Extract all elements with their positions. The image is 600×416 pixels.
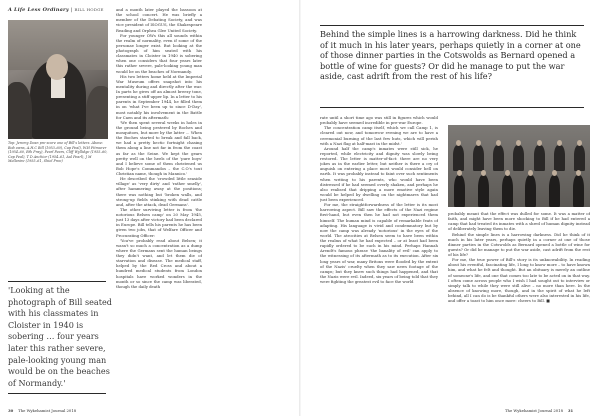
pull-quote-right: Behind the simple lines is a harrowing darkness. Did he think of it much in his later years, perhaps quietly in a corner at one of those dinner parties in the Cotswolds as Bernard opened a bottle of wine for guests? Or did he manage to put the war aside, cast adrift from the rest of his life? xyxy=(320,29,581,81)
footer-right xyxy=(505,408,573,413)
page-gutter xyxy=(299,0,301,416)
pullquote-rule-top-right xyxy=(320,25,584,26)
paragraph: He described the 'crowded little seaside village' as 'very dirty' and 'rather smelly', after hammering away at the positions; there was nothing but 'broken walls, and strong-up fields stinking with dead cattle and, after the attack, dead Germans'. xyxy=(116,176,202,207)
journal-name-left: The Wykehamist Journal 2018 xyxy=(18,408,77,413)
paragraph: The other surviving letter is from 'the notorious Belsen camp' on 20 May 1945, just 13 days after victory had been declared in Europe. Bill tells his parents he has been given two jobs, that of Welfare Officer and Procurating Officer: xyxy=(116,206,202,238)
page-number-left: 30 xyxy=(8,408,14,413)
paragraph: 'You've probably read about Belsen; it wasn't so much a concentration as a dump where the Germans sent the human beings they didn't want, and let them die of starvation and disease. The medical staff, helped by the Red Cross and about a hundred medical students from London hospitals have worked wonders in the month or so since the camp was liberated, though the daily death xyxy=(116,237,202,289)
article-column-1 xyxy=(116,7,202,405)
paragraph: and a month later played the bassoon at the school concert. He was briefly a member of the Debating Society, and was vice president of ISOGUS, the Shakespeare Reading and Orphea Glee United Society. xyxy=(116,7,202,33)
pullquote-rule-bottom-right xyxy=(320,107,584,108)
paragraph: For younger OWs this all sounds within the realm of normality, even if some of the personae longer exist. But looking at the photograph of him seated with his classmates in Cloister in 1940 is sobering when one considers that four years later this rather severe, pale-looking young man would be on the beaches of Normandy. xyxy=(116,32,202,74)
paragraph: 'We then spent several weeks in holes in the ground being pestered by Boches and mosquitoes, but more by the latter … When the Boches started to break and fall back, we had a pretty hectic fortnight chasing them along a line not far in from the coast as far as the Seine. We kept the gears pretty well on the heels of the 'pure boys' and I believe some of them christened us Bob Hope's Commandos – the C.O's tout Christian name, though in Mannico.' xyxy=(116,119,202,176)
paragraph: Around half the camp's inmates were still sick, he reported, while electricity and dignity was slowly being restored. The letter is matter-of-fact: there are no very jokes as in the earlier letter, but neither is there a cry of anguish on entering a place most would consider hell on earth. It was probably instead to faint over such sentiments when writing to his parents, who would have been distressed if he had seemed overly shaken, and perhaps he also realised that dripping a more emotive style again would be helped by dwelling on the nightmares that had just been experienced. xyxy=(320,145,438,202)
paragraph: His two letters home held at the Imperial War Museum offers snapshot into his mentality during and directly after the war. In parts he gives off an almost breezy tone, presenting a stiff upper lip. In a letter to his parents in September 1944, he filled them in on 'what I've been up to since D-Day', most notably his involvement in the Battle for Caen and its aftermath: xyxy=(116,73,202,120)
paragraph: The concentration camp itself, which we call Camp 1, is cleared out now, and tomorrow evening we are to have a ceremonial burning of the last few huts, which will perish with a Nazi flag at half-mast in the midst.' xyxy=(320,125,438,146)
journal-name-right: The Wykehamist Journal 2018 xyxy=(505,408,564,413)
byline: BILL HODGE xyxy=(74,7,104,12)
paragraph: Behind the simple lines is a harrowing darkness. Did he think of it much in his later years, perhaps quietly in a corner at one of those dinner parties in the Cotswolds as Bernard opened a bottle of wine for guests? Or did he manage to put the war aside, cast adrift from the rest of his life? xyxy=(448,231,590,257)
footer-left xyxy=(8,408,76,413)
article-column-2 xyxy=(211,7,295,405)
section-title: A Life Less Ordinary xyxy=(8,7,69,13)
page-number-right: 31 xyxy=(567,408,574,413)
paragraph: probably meant that the effect was dulled for some. It was a matter of faith, and might have been more shocking to Bill if he had entered a camp that had treated its inmates with a shred of human dignity instead of deliberately leaving them to die. xyxy=(448,211,590,232)
article-column-3 xyxy=(320,115,438,405)
pullquote-rule-top xyxy=(8,281,106,282)
paragraph: For me, the straightforwardness of the letter is its most harrowing aspect. Bill saw the effects of the Nazi regime first-hand, but even then he had not experienced them himself. The human mind is capable of remarkable feats of adapting. His language is vivid and condemnatory but by now the camp was already 'notorious' in the eyes of the world. The atrocities at Belsen seem to have been within the realms of what he had expected – or at least had been rapidly ordered to be such in his mind. Perhaps Hannah Arendt's famous phrase 'the banality of evil' can apply to the witnessing of its aftermath as to its execution. After six long years of war, many Britons were flooded by the extent of the Nazis' cruelty when they saw news footage of the camps; but they knew such things had happened, and that the Nazis were evil. Indeed, six years of being told that they were fighting the greatest evil to face the world xyxy=(320,202,438,284)
paragraph: rate until a short time ago was still in figures which would probably have seemed incredible in pre-war Europe. xyxy=(320,115,438,126)
article-column-4-top xyxy=(448,115,590,125)
photo-caption: Top: Jeremy Dean pre-score one of Bill's letters. Above: Bob owns, A.H.C Bill (1953–60), Cap Peal), W.H Fitmurer (1954–60, Rth Pray), Pearl Pears, Cliff Wyllidge (1955–60, Cap Peal), T D Anchior (1954–61, Aul Pearl), J M Mellanire (1955–61, Shiel Pree) xyxy=(8,141,108,164)
portrait-photo xyxy=(8,20,108,139)
running-header: A Life Less Ordinary | BILL HODGE xyxy=(8,7,104,13)
pullquote-rule-bottom xyxy=(8,393,106,394)
article-column-4 xyxy=(448,211,590,405)
group-photo xyxy=(448,125,590,207)
paragraph: For me, the true power of Bill's story is its unknowability. In reading about his eventful, fascinating life, I long to know more – to have known him, and what he felt and thought. But an obituary is merely an outline of someone's life, and one that comes too late to be acted on in that way. I often come across people who I wish I had sought out to interview or simply talk to while they were still alive – no more than here. In the absence of knowing more, though, and in the spirit of what he left behind, all I can do is be thankful others were also interested in his life, and offer a toast to him once more: cheers to Bill. ■ xyxy=(448,257,590,304)
pull-quote-left: 'Looking at the photograph of Bill seated with his classmates in Cloister in 1940 is sobering … four years later this rather severe, pale-looking young man would be on the beaches of Normandy.' xyxy=(8,285,112,388)
